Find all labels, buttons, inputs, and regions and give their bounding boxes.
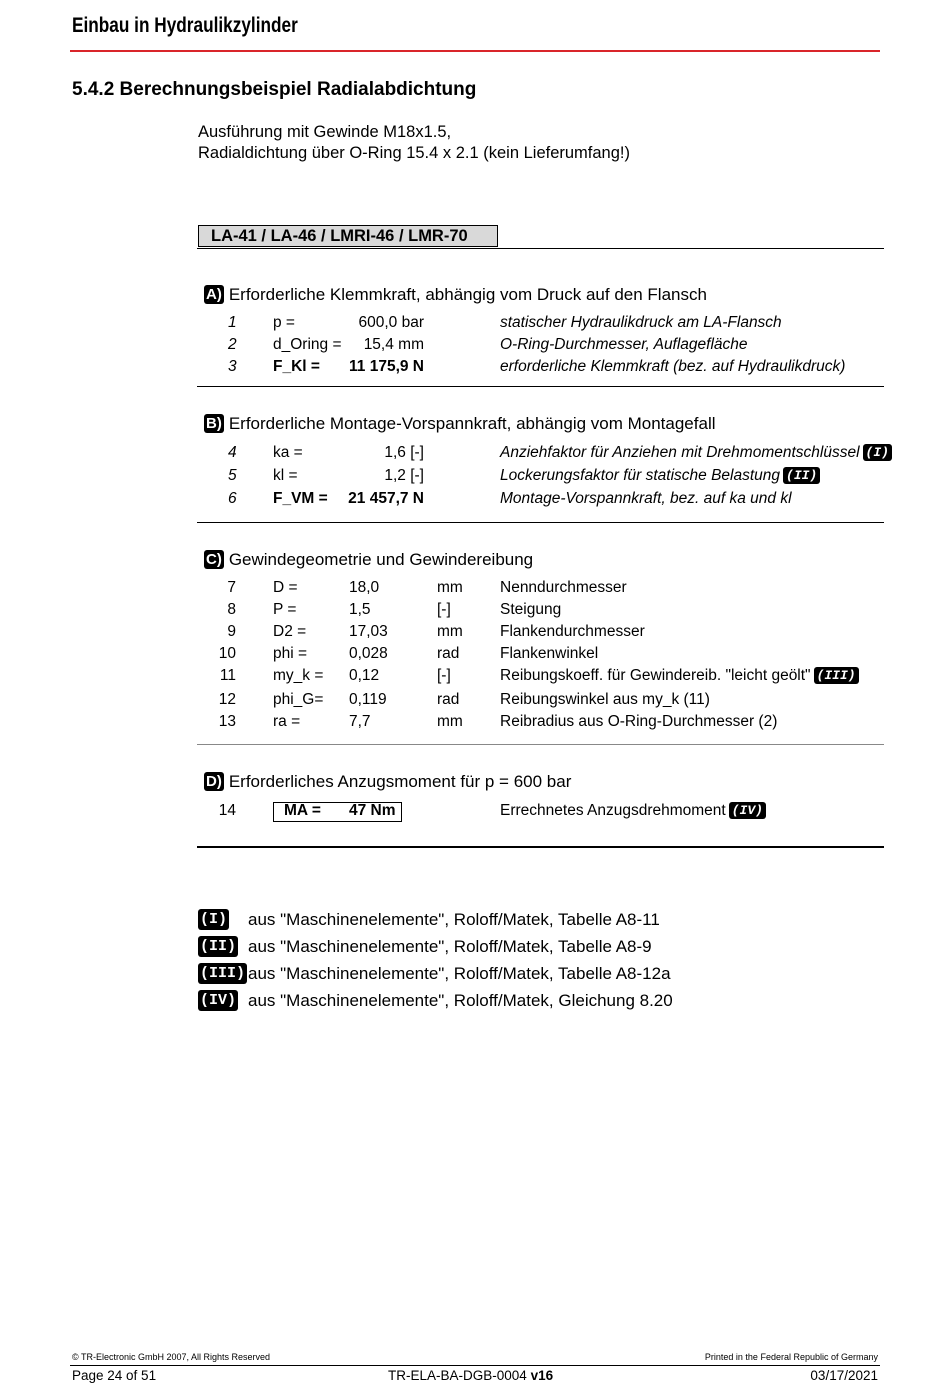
row-value: 18,0 [349, 579, 380, 596]
section-b-title: Erforderliche Montage-Vorspannkraft, abhängig vom Montagefall [228, 414, 716, 433]
section-b-heading [204, 414, 716, 434]
row-desc-wrap [500, 691, 710, 709]
row-value: 1,6 [-] [384, 444, 424, 461]
row-unit: mm [437, 713, 463, 730]
row-unit: [-] [437, 601, 451, 618]
footnote-badge: (III) [200, 965, 246, 982]
row-num: 3 [228, 358, 237, 375]
row-num: 12 [218, 691, 236, 708]
footer-copyright: © TR-Electronic GmbH 2007, All Rights Reserved [72, 1352, 271, 1362]
row-value: 17,03 [349, 623, 388, 640]
row-value: 47 Nm [349, 802, 396, 819]
section-c-rule [197, 744, 884, 745]
row-desc-with-ref [500, 667, 859, 685]
device-label-box [198, 225, 498, 247]
reference-badge: (III) [814, 667, 859, 684]
row-name: D2 = [273, 623, 307, 640]
row-num: 10 [218, 645, 236, 662]
section-a-badge: A) [206, 286, 222, 303]
row-value: 1,2 [-] [384, 467, 424, 484]
section-d-badge: D) [206, 773, 222, 790]
row-desc-wrap [500, 713, 777, 731]
row-value: 21 457,7 N [348, 490, 424, 507]
footnote-badge: (II) [200, 938, 237, 955]
row-name: ra = [273, 713, 301, 730]
intro-line-2: Radialdichtung über O-Ring 15.4 x 2.1 (kein Lieferumfang!) [198, 144, 630, 162]
section-d-rule [197, 846, 884, 848]
row-desc: O-Ring-Durchmesser, Auflagefläche [500, 336, 748, 353]
footnote-text: aus "Maschinenelemente", Roloff/Matek, Tabelle A8-9 [248, 937, 652, 956]
footnote-text: aus "Maschinenelemente", Roloff/Matek, Tabelle A8-12a [248, 964, 671, 983]
intro-line-1: Ausführung mit Gewinde M18x1.5, [198, 123, 452, 141]
row-value: 0,028 [349, 645, 388, 662]
reference-badge: (IV) [729, 802, 766, 819]
row-unit: rad [437, 691, 460, 708]
footnote-text: aus "Maschinenelemente", Roloff/Matek, Tabelle A8-11 [248, 910, 660, 929]
section-c-badge: C) [206, 551, 222, 568]
row-value: 1,5 [349, 601, 371, 618]
row-name: kl = [273, 467, 298, 484]
footer-version: v16 [530, 1368, 554, 1383]
row-desc-wrap [500, 645, 598, 663]
section-c-title: Gewindegeometrie und Gewindereibung [228, 550, 534, 569]
row-desc: statischer Hydraulikdruck am LA-Flansch [500, 314, 782, 331]
section-c-heading [204, 550, 533, 570]
row-name: D = [273, 579, 298, 596]
row-num: 13 [218, 713, 236, 730]
row-desc-wrap [500, 623, 645, 641]
row-desc-wrap [500, 579, 627, 597]
row-unit: mm [437, 623, 463, 640]
row-name: phi = [273, 645, 308, 662]
section-title: 5.4.2 Berechnungsbeispiel Radialabdichtung [72, 79, 477, 100]
row-value: 15,4 mm [363, 336, 424, 353]
section-a-title: Erforderliche Klemmkraft, abhängig vom Druck auf den Flansch [228, 285, 707, 304]
footer-page-number: Page 24 of 51 [72, 1368, 157, 1383]
row-desc: Errechnetes Anzugsdrehmoment [500, 802, 726, 819]
row-num: 4 [228, 444, 237, 461]
footnote-text: aus "Maschinenelemente", Roloff/Matek, Gleichung 8.20 [248, 991, 673, 1010]
row-num: 14 [218, 802, 236, 819]
row-unit: rad [437, 645, 460, 662]
section-b-rule [197, 522, 884, 523]
row-num: 6 [228, 490, 237, 507]
section-a-heading [204, 285, 707, 305]
footer-document-id: TR-ELA-BA-DGB-0004 v16 [388, 1368, 554, 1383]
reference-badge: (II) [783, 467, 820, 484]
row-name: MA = [284, 802, 321, 819]
row-value: 0,119 [349, 691, 387, 708]
row-num: 8 [227, 601, 236, 618]
row-name: F_Kl = [273, 358, 320, 375]
row-value: 7,7 [349, 713, 371, 730]
footnote-badge: (IV) [200, 992, 237, 1009]
row-unit: [-] [437, 667, 451, 684]
row-desc: Steigung [500, 601, 562, 618]
row-desc-with-ref [500, 802, 766, 820]
row-desc: Flankenwinkel [500, 645, 599, 662]
row-name: p = [273, 314, 295, 331]
section-d-title: Erforderliches Anzugsmoment für p = 600 bar [228, 772, 572, 791]
row-name: ka = [273, 444, 303, 461]
row-num: 7 [227, 579, 236, 596]
section-d-heading [204, 772, 571, 792]
row-desc: Lockerungsfaktor für statische Belastung [500, 467, 781, 484]
row-desc-with-ref [500, 444, 892, 462]
section-a-rule [197, 386, 884, 387]
row-desc: Reibungskoeff. für Gewindereib. "leicht geölt" [500, 667, 811, 684]
row-value: 600,0 bar [358, 314, 424, 331]
row-unit: mm [437, 579, 463, 596]
row-num: 9 [227, 623, 236, 640]
row-value: 0,12 [349, 667, 380, 684]
row-name: my_k = [273, 667, 324, 684]
footer-rule [70, 1365, 880, 1366]
footnote-badge: (I) [200, 911, 228, 928]
section-b-badge: B) [206, 415, 222, 432]
footer-printed: Printed in the Federal Republic of Germany [704, 1352, 878, 1362]
device-label-rule [197, 248, 884, 249]
row-name: P = [273, 601, 297, 618]
row-desc: Montage-Vorspannkraft, bez. auf ka und kl [500, 490, 792, 507]
row-desc: Reibungswinkel aus my_k (11) [500, 691, 710, 708]
reference-badge: (I) [863, 444, 892, 461]
row-name: F_VM = [273, 490, 328, 507]
row-num: 1 [228, 314, 237, 331]
row-desc: erforderliche Klemmkraft (bez. auf Hydraulikdruck) [500, 358, 846, 375]
row-value: 11 175,9 N [349, 358, 424, 375]
footer-date: 03/17/2021 [810, 1368, 878, 1383]
row-desc: Flankendurchmesser [500, 623, 645, 640]
row-num: 5 [228, 467, 237, 484]
row-desc: Nenndurchmesser [500, 579, 627, 596]
row-name: d_Oring = [273, 336, 342, 353]
row-desc-wrap [500, 601, 561, 619]
row-desc: Reibradius aus O-Ring-Durchmesser (2) [500, 713, 778, 730]
row-name: phi_G= [273, 691, 324, 708]
header-rule [70, 50, 880, 52]
row-num: 11 [219, 667, 236, 684]
header-title: Einbau in Hydraulikzylinder [72, 14, 298, 37]
row-num: 2 [228, 336, 237, 353]
row-desc: Anziehfaktor für Anziehen mit Drehmomentschlüssel [500, 444, 860, 461]
row-desc-with-ref [500, 467, 820, 485]
device-label: LA-41 / LA-46 / LMRI-46 / LMR-70 [211, 227, 468, 245]
